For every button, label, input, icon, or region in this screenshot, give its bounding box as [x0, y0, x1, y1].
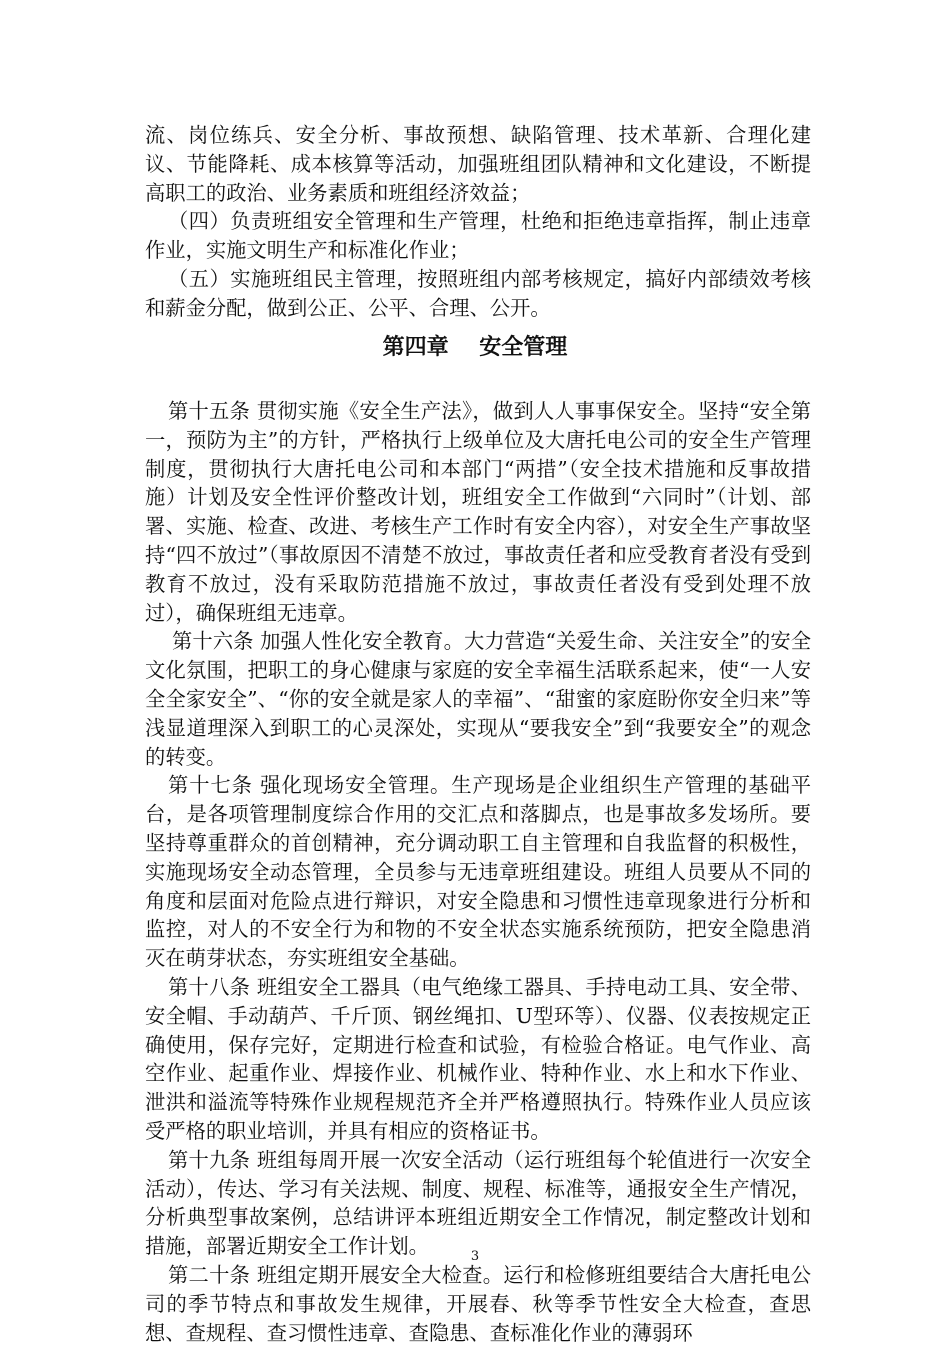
paragraph-duties-continued: 流、岗位练兵、安全分析、事故预想、缺陷管理、技术革新、合理化建议、节能降耗、成本核算等活动，加强班组团队精神和文化建设，不断提高职工的政治、业务素质和班组经济效益；: [145, 123, 811, 205]
paragraph-duty-four: （四）负责班组安全管理和生产管理，杜绝和拒绝违章指挥，制止违章作业，实施文明生产和标准化作业；: [145, 209, 811, 263]
article-18: 第十八条 班组安全工器具（电气绝缘工器具、手持电动工具、安全带、安全帽、手动葫芦、千斤顶、钢丝绳扣、U型环等）、仪器、仪表按规定正确使用，保存完好，定期进行检查和试验，有检验合格证。电气作业、高空作业、起重作业、焊接作业、机械作业、特种作业、水上和水下作业、泄洪和溢流等特殊作业规程规范齐全并严格遵照执行。特殊作业人员应该受严格的职业培训，并具有相应的资格证书。: [145, 974, 811, 1143]
paragraph-duty-five: （五）实施班组民主管理，按照班组内部考核规定，搞好内部绩效考核和薪金分配，做到公正、公平、合理、公开。: [145, 266, 811, 320]
article-19: 第十九条 班组每周开展一次安全活动（运行班组每个轮值进行一次安全活动），传达、学习有关法规、制度、规程、标准等，通报安全生产情况，分析典型事故案例，总结讲评本班组近期安全工作情况，制定整改计划和措施，部署近期安全工作计划。: [145, 1147, 811, 1259]
article-16: 第十六条 加强人性化安全教育。大力营造“关爱生命、关注安全”的安全文化氛围，把职工的身心健康与家庭的安全幸福生活联系起来，使“一人安全全家安全”、“你的安全就是家人的幸福”、“甜蜜的家庭盼你安全归来”等浅显道理深入到职工的心灵深处，实现从“要我安全”到“我要安全”的观念的转变。: [145, 629, 811, 769]
page-number: 3: [470, 1249, 480, 1264]
article-15: 第十五条 贯彻实施《安全生产法》，做到人人事事保安全。坚持“安全第一，预防为主”的方针，严格执行上级单位及大唐托电公司的安全生产管理制度，贯彻执行大唐托电公司和本部门“两措”（安全技术措施和反事故措施）计划及安全性评价整改计划，班组安全工作做到“六同时”（计划、部署、实施、检查、改进、考核生产工作时有安全内容），对安全生产事故坚持“四不放过”（事故原因不清楚不放过，事故责任者和应受教育者没有受到教育不放过，没有采取防范措施不放过，事故责任者没有受到处理不放过），确保班组无违章。: [145, 399, 811, 625]
chapter-four-body: [145, 397, 811, 1347]
article-17: 第十七条 强化现场安全管理。生产现场是企业组织生产管理的基础平台，是各项管理制度综合作用的交汇点和落脚点，也是事故多发场所。要坚持尊重群众的首创精神，充分调动职工自主管理和自我监督的积极性，实施现场安全动态管理，全员参与无违章班组建设。班组人员要从不同的角度和层面对危险点进行辩识，对安全隐患和习惯性违章现象进行分析和监控，对人的不安全行为和物的不安全状态实施系统预防，把安全隐患消灭在萌芽状态，夯实班组安全基础。: [145, 773, 811, 971]
article-20: 第二十条 班组定期开展安全大检查。运行和检修班组要结合大唐托电公司的季节特点和事故发生规律，开展春、秋等季节性安全大检查，查思想、查规程、查习惯性违章、查隐患、查标准化作业的薄弱环: [145, 1262, 811, 1345]
chapter-heading: 第四章 安全管理: [382, 335, 568, 360]
chapter-three-continuation: [145, 121, 811, 323]
